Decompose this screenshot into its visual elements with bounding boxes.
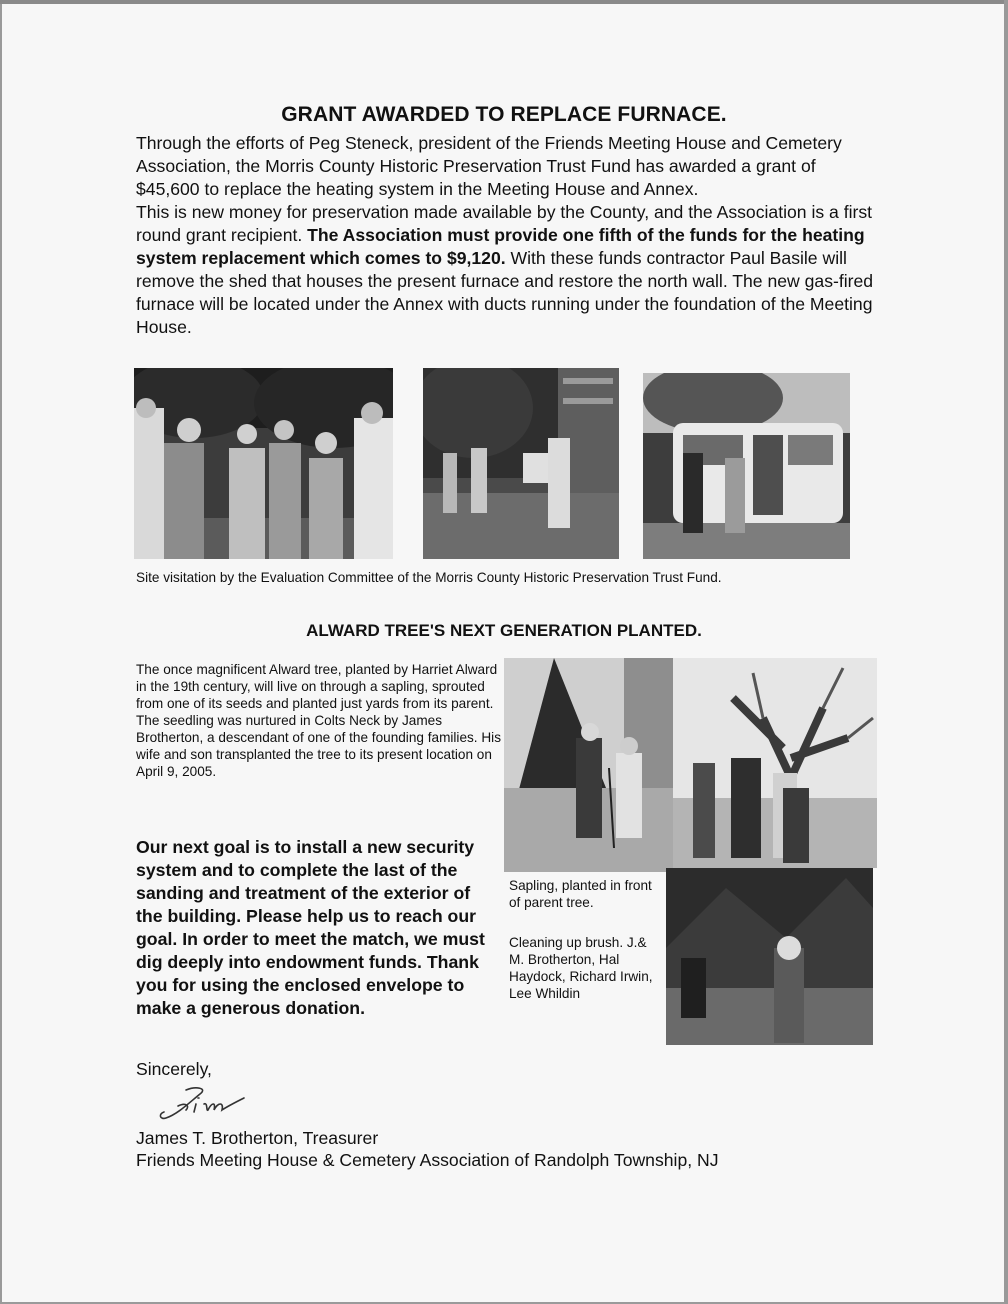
paragraph-grant: Through the efforts of Peg Steneck, president of the Friends Meeting House and Cemetery Association, the Morris County Historic Preservation Trust Fund has awarded a grant of $45,600 to replace the heating system in the Meeting House and Annex.: [136, 133, 842, 199]
article-title-furnace: GRANT AWARDED TO REPLACE FURNACE.: [281, 103, 727, 126]
signatory-name: James T. Brotherton, Treasurer: [136, 1128, 379, 1148]
photo-committee-group: [134, 368, 393, 559]
caption-sapling: Sapling, planted in front of parent tree.: [509, 878, 652, 910]
photo-committee-van: [643, 373, 850, 559]
article-body-alward-tree: The once magnificent Alward tree, planted by Harriet Alward in the 19th century, will live on through a sapling, sprouted from one of its seeds and planted just yards from its parent. The seedling was nurtured in Colts Neck by James Brotherton, a descendant of one of the founding families. His wife and son transplanted the tree to its present location on April 9, 2005.: [136, 662, 501, 779]
closing-salutation: Sincerely,: [136, 1059, 212, 1079]
signatory-organization: Friends Meeting House & Cemetery Association of Randolph Township, NJ: [136, 1150, 719, 1170]
article-title-alward-tree: ALWARD TREE'S NEXT GENERATION PLANTED.: [306, 621, 702, 640]
fundraising-appeal: Our next goal is to install a new security system and to complete the last of the sanding and treatment of the exterior of the building. Please help us to reach our goal. In order to meet the match, we must dig deeply into endowment funds. Thank you for using the enclosed envelope to make a generous donation.: [136, 837, 485, 1018]
photo-sapling: [504, 658, 673, 872]
paragraph-funding-end: With these funds contractor Paul Basile will remove the shed that houses the present furnace and restore the north wall. The new gas-fired furnace will be located under the Annex with ducts running under the foundation of the Meeting House.: [136, 248, 874, 337]
paragraph-funding: [136, 201, 878, 339]
article-body-furnace: [136, 132, 878, 339]
photos-caption-committee: Site visitation by the Evaluation Committee of the Morris County Historic Preservation Trust Fund.: [136, 570, 722, 585]
photo-committee-yard: [423, 368, 619, 559]
photo-parent-tree: [673, 658, 877, 868]
paragraph-funding-start: This is new money for preservation made available by the County, and the Association is a first round grant recipient.: [136, 202, 873, 245]
page-edge: [1004, 0, 1008, 1304]
photo-cleaning-brush: [666, 868, 873, 1045]
handwritten-signature: [156, 1084, 266, 1124]
paragraph-funding-bold: The Association must provide one fifth of the funds for the heating system replacement which comes to $9,120.: [136, 225, 865, 268]
caption-cleaning-brush: Cleaning up brush. J.& M. Brotherton, Hal Haydock, Richard Irwin, Lee Whildin: [509, 935, 653, 1001]
